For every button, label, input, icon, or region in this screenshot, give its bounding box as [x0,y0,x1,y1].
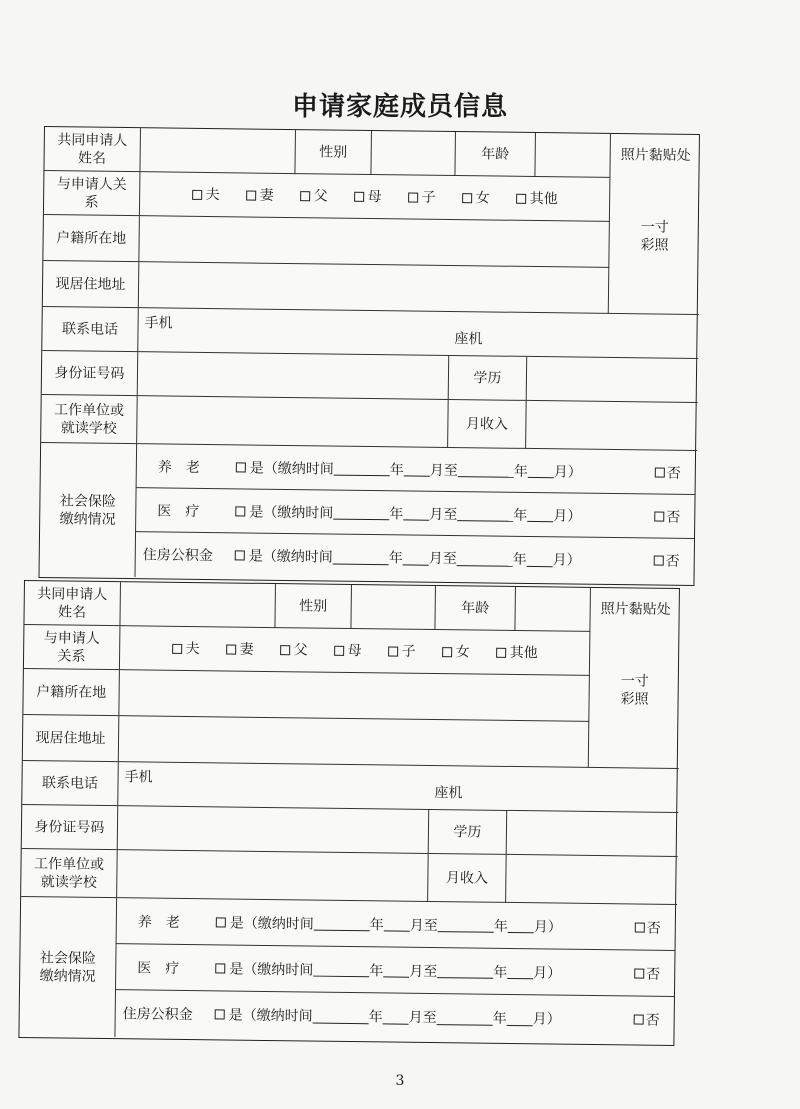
insurance-row [115,944,675,997]
name-input[interactable] [120,582,276,628]
insurance-yes-label: 是（缴纳时间 [229,961,314,979]
phone-label-text: 联系电话 [41,774,99,792]
id-number-input[interactable] [118,806,430,854]
date-unit-label: 年 [513,507,528,524]
date-blank-field[interactable] [314,916,370,932]
gender-input[interactable] [371,131,456,176]
relation-checkbox[interactable] [172,639,200,657]
date-blank-field[interactable] [404,461,430,476]
phone-label-text: 联系电话 [61,320,119,338]
relation-checkbox[interactable] [300,187,328,205]
relation-label-text: 与申请人关 系 [56,175,127,211]
employer-input[interactable] [137,396,449,448]
date-unit-label: 年 [389,505,404,522]
relation-checkbox[interactable] [246,186,274,204]
insurance-no-label: 否 [645,1012,660,1029]
employer-label-text: 工作单位或 就读学校 [53,401,125,437]
insurance-yes-label: 是（缴纳时间 [248,548,333,566]
name-label-text: 共同申请人 姓名 [37,585,108,621]
date-unit-label: 月） [533,964,562,982]
relation-checkbox[interactable] [496,643,538,662]
income-label-text: 月收入 [445,869,488,887]
insurance-no-checkbox[interactable] [634,1009,660,1029]
page-title: 申请家庭成员信息 [291,92,508,122]
phone-input[interactable] [118,762,678,813]
relation-option-label: 父 [293,641,308,658]
education-input[interactable] [527,357,699,403]
age-label [435,586,516,631]
date-unit-label: 月） [533,918,562,936]
checkbox-icon [634,1014,644,1024]
checkbox-icon [462,193,472,203]
date-blank-field[interactable] [527,551,553,566]
insurance-item-label: 医 疗 [137,959,180,977]
address-label [23,715,120,762]
insurance-yes-label: 是（缴纳时间 [228,1007,313,1025]
relation-option-label: 夫 [205,186,220,203]
checkbox-icon [172,643,182,653]
insurance-no-label: 否 [666,465,681,482]
checkbox-icon [235,506,245,516]
relation-checkbox[interactable] [334,641,362,659]
date-blank-field[interactable] [457,551,513,567]
checkbox-icon [635,922,645,932]
relation-checkbox[interactable] [462,189,490,207]
checkbox-icon [280,645,290,655]
checkbox-icon [235,550,245,560]
gender-label [295,130,372,175]
insurance-row [114,990,674,1043]
checkbox-icon [408,192,418,202]
name-label [24,581,121,626]
checkbox-icon [388,646,398,656]
age-label-text: 年龄 [481,145,510,163]
insurance-item-label: 住房公积金 [142,547,213,565]
education-input[interactable] [507,811,679,857]
checkbox-icon [655,467,665,477]
income-label-text: 月收入 [465,415,508,433]
date-unit-label: 月） [553,463,582,481]
date-blank-field[interactable] [403,505,429,520]
checkbox-icon [442,647,452,657]
income-input[interactable] [506,855,678,905]
relation-option-label: 妻 [239,641,254,658]
date-blank-field[interactable] [313,962,369,978]
insurance-no-checkbox[interactable] [654,550,680,570]
date-blank-field[interactable] [403,550,429,565]
id-number-label [22,805,119,850]
income-input[interactable] [526,401,698,451]
relation-option-label: 妻 [259,187,274,204]
insurance-row [135,488,694,539]
checkbox-icon [516,193,526,203]
insurance-yes-checkbox[interactable] [215,1004,313,1025]
employer-label [21,849,118,898]
date-unit-label: 月） [532,1011,561,1028]
social-insurance-label [19,897,117,1037]
date-unit-label: 月） [552,552,581,569]
date-blank-field[interactable] [334,461,390,477]
insurance-yes-checkbox[interactable] [235,501,333,522]
checkbox-icon [216,917,226,927]
insurance-yes-label: 是（缴纳时间 [249,504,334,522]
relation-checkbox[interactable] [192,185,220,203]
date-unit-label: 月至 [429,462,458,479]
insurance-yes-checkbox[interactable] [215,958,313,979]
relation-checkbox[interactable] [280,641,308,659]
landline-label: 座机 [454,331,483,348]
checkbox-icon [334,645,344,655]
photo-area [589,588,681,769]
income-label [448,400,527,449]
date-blank-field[interactable] [313,1008,369,1024]
insurance-no-label: 否 [646,920,661,937]
date-unit-label: 年 [513,463,528,480]
hukou-label [43,215,140,262]
phone-label [42,307,139,352]
employer-label-text: 工作单位或 就读学校 [33,855,105,891]
relation-label-text: 与申请人 关系 [43,629,100,665]
name-input[interactable] [140,128,296,174]
insurance-yes-label: 是（缴纳时间 [229,915,314,933]
relation-option-label: 母 [347,642,362,659]
education-label-text: 学历 [453,823,482,841]
date-unit-label: 月至 [409,963,438,980]
date-unit-label: 年 [492,1010,507,1027]
date-unit-label: 月至 [428,550,457,568]
employer-label [41,395,138,444]
date-unit-label: 年 [512,551,527,568]
date-blank-field[interactable] [333,549,389,565]
relation-checkbox[interactable] [388,642,416,660]
relation-label [44,171,141,216]
member-form-block [38,126,699,586]
address-label-text: 现居住地址 [55,275,126,293]
date-blank-field[interactable] [333,505,389,521]
insurance-no-checkbox[interactable] [655,462,681,482]
id-number-input[interactable] [138,352,450,400]
phone-label [22,761,119,806]
hukou-label [23,669,120,716]
address-input[interactable] [119,716,590,768]
id-number-label-text: 身份证号码 [34,818,105,836]
relation-option-label: 子 [421,189,436,206]
relation-options [120,626,591,676]
date-unit-label: 年 [368,1009,383,1026]
phone-input[interactable] [138,308,698,359]
age-input[interactable] [515,587,591,632]
mobile-label: 手机 [124,769,153,786]
date-blank-field[interactable] [437,1010,493,1026]
date-unit-label: 年 [493,964,508,981]
checkbox-icon [215,963,225,973]
insurance-item-label: 住房公积金 [122,1006,193,1024]
id-number-label [42,351,139,396]
education-label-text: 学历 [473,369,502,387]
relation-checkbox-group [172,639,538,661]
relation-option-label: 其他 [509,644,538,661]
checkbox-icon [654,555,664,565]
date-unit-label: 月至 [429,506,458,523]
age-label [455,132,536,177]
social-insurance-label-text: 社会保险 缴纳情况 [39,949,96,985]
age-label-text: 年龄 [461,599,490,617]
photo-title: 照片黏贴处 [620,147,691,164]
gender-input[interactable] [351,585,436,630]
relation-option-label: 女 [475,189,490,206]
employer-input[interactable] [117,850,429,902]
name-label [44,127,141,172]
social-insurance-label-text: 社会保险 缴纳情况 [59,492,117,528]
date-blank-field[interactable] [527,507,553,522]
photo-title: 照片黏贴处 [600,601,671,618]
hukou-label-text: 户籍所在地 [36,683,107,701]
date-blank-field[interactable] [383,962,409,977]
education-label [429,810,508,855]
checkbox-icon [496,647,506,657]
gender-label-text: 性别 [299,597,328,615]
checkbox-icon [236,462,246,472]
date-blank-field[interactable] [437,963,493,979]
hukou-label-text: 户籍所在地 [56,229,127,247]
insurance-no-checkbox[interactable] [654,506,680,526]
date-blank-field[interactable] [384,916,410,931]
mobile-label: 手机 [144,315,173,332]
id-number-label-text: 身份证号码 [54,364,125,382]
date-unit-label: 月至 [409,917,438,934]
insurance-yes-checkbox[interactable] [235,545,333,566]
date-blank-field[interactable] [508,918,534,933]
address-label [43,261,140,308]
insurance-yes-checkbox[interactable] [216,912,314,933]
relation-option-label: 母 [367,188,382,205]
relation-option-label: 父 [313,187,328,204]
gender-label-text: 性别 [319,143,348,161]
member-form-block [18,580,680,1046]
relation-label [24,625,121,670]
address-input[interactable] [139,262,610,314]
checkbox-icon [654,511,664,521]
insurance-no-label: 否 [666,509,681,526]
landline-label: 座机 [434,785,463,802]
page-number: 3 [395,1073,405,1089]
income-label [428,854,507,903]
relation-options [140,172,611,222]
date-unit-label: 月至 [408,1009,437,1027]
insurance-item-label: 养 老 [157,458,200,476]
checkbox-icon [192,189,202,199]
date-unit-label: 年 [369,916,384,933]
date-blank-field[interactable] [528,463,554,478]
relation-checkbox[interactable] [408,188,436,206]
checkbox-icon [226,644,236,654]
photo-area [609,134,701,315]
date-unit-label: 月） [553,507,582,525]
date-blank-field[interactable] [507,964,533,979]
checkbox-icon [215,1009,225,1019]
gender-label [275,584,352,629]
checkbox-icon [634,968,644,978]
relation-option-label: 子 [401,643,416,660]
address-label-text: 现居住地址 [35,729,106,747]
relation-checkbox[interactable] [442,643,470,661]
relation-checkbox-group [192,185,558,207]
hukou-input[interactable] [139,216,610,268]
relation-checkbox[interactable] [516,189,558,208]
relation-option-label: 夫 [185,640,200,657]
relation-option-label: 其他 [529,190,558,207]
insurance-no-label: 否 [646,966,661,983]
date-unit-label: 年 [388,550,403,567]
photo-size-text: 一寸 彩照 [620,673,649,708]
relation-checkbox[interactable] [354,187,382,205]
date-unit-label: 年 [389,461,404,478]
insurance-row [135,532,694,583]
insurance-item-label: 医 疗 [157,502,200,520]
checkbox-icon [354,191,364,201]
hukou-input[interactable] [119,670,590,722]
insurance-no-label: 否 [665,553,680,570]
name-label-text: 共同申请人 姓名 [57,131,128,167]
insurance-no-checkbox[interactable] [635,917,661,937]
date-blank-field[interactable] [457,506,513,522]
photo-size-text: 一寸 彩照 [640,219,669,254]
insurance-item-label: 养 老 [137,913,180,931]
education-label [449,356,528,401]
checkbox-icon [246,190,256,200]
date-blank-field[interactable] [438,917,494,933]
date-blank-field[interactable] [458,462,514,478]
insurance-row [116,898,676,951]
social-insurance-label [40,443,138,577]
relation-checkbox[interactable] [226,640,254,658]
insurance-row [136,444,695,495]
insurance-yes-checkbox[interactable] [236,457,334,478]
relation-option-label: 女 [455,643,470,660]
date-blank-field[interactable] [383,1009,409,1024]
insurance-no-checkbox[interactable] [634,963,660,983]
date-blank-field[interactable] [507,1010,533,1025]
date-unit-label: 年 [369,962,384,979]
date-unit-label: 年 [493,918,508,935]
insurance-yes-label: 是（缴纳时间 [249,460,334,478]
checkbox-icon [300,191,310,201]
age-input[interactable] [535,133,611,178]
